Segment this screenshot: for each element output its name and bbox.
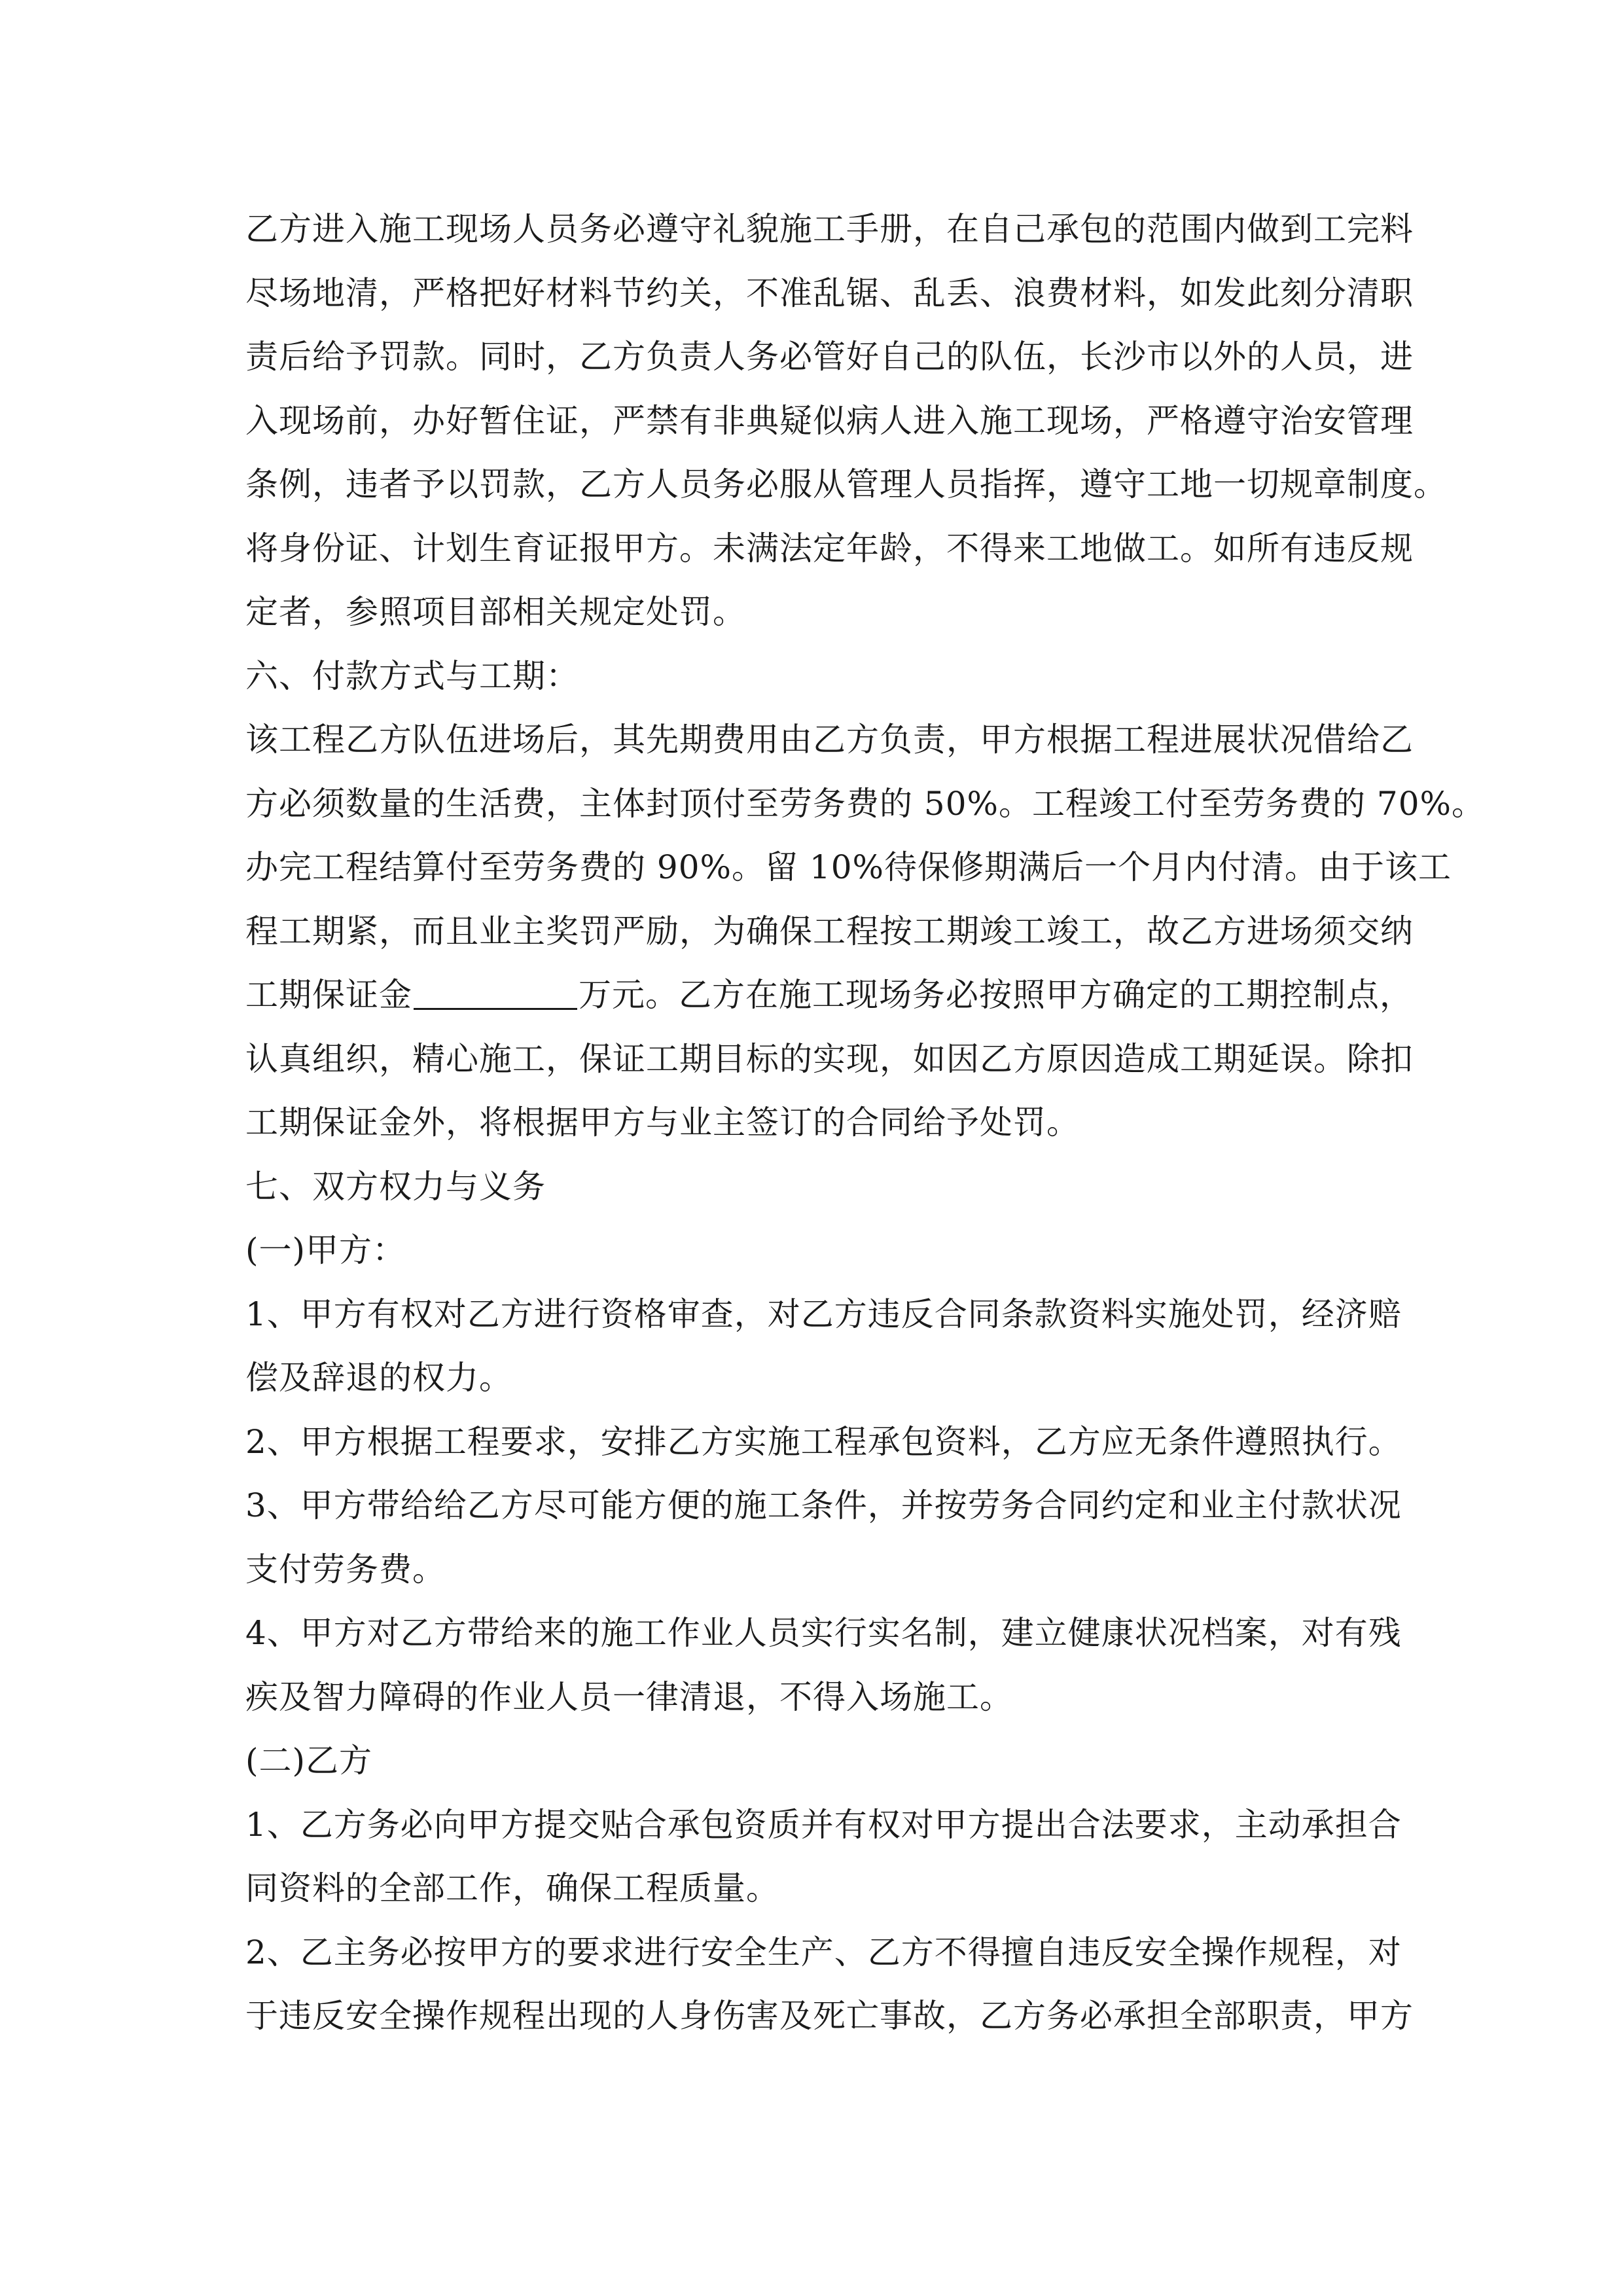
- text-line: 程工期紧，而且业主奖罚严励，为确保工程按工期竣工竣工，故乙方进场须交纳: [245, 912, 1414, 950]
- subsection-heading: (一)甲方：: [245, 1231, 406, 1269]
- section-heading: 六、付款方式与工期：: [245, 656, 579, 695]
- text-line: 定者，参照项目部相关规定处罚。: [245, 593, 746, 631]
- text-line: 该工程乙方队伍进场后，其先期费用由乙方负责，甲方根据工程进展状况借给乙: [245, 721, 1414, 759]
- blank-before-text: 工期保证金: [245, 976, 412, 1014]
- subsection-heading: (二)乙方: [245, 1742, 373, 1780]
- text-line: 认真组织，精心施工，保证工期目标的实现，如因乙方原因造成工期延误。除扣: [245, 1039, 1414, 1078]
- text-line: 条例，违者予以罚款，乙方人员务必服从管理人员指挥，遵守工地一切规章制度。: [245, 465, 1447, 503]
- document-body: [245, 198, 1486, 2049]
- text-line: 办完工程结算付至劳务费的 90%。留 10%待保修期满后一个月内付清。由于该工: [245, 848, 1452, 886]
- text-line: 工期保证金外，将根据甲方与业主签订的合同给予处罚。: [245, 1103, 1080, 1141]
- blank-after-text: 万元。乙方在施工现场务必按照甲方确定的工期控制点，: [579, 976, 1413, 1014]
- text-line: 入现场前，办好暂住证，严禁有非典疑似病人进入施工现场，严格遵守治安管理: [245, 401, 1414, 440]
- text-line: 将身份证、计划生育证报甲方。未满法定年龄，不得来工地做工。如所有违反规: [245, 529, 1414, 567]
- text-line: 同资料的全部工作，确保工程质量。: [245, 1869, 779, 1907]
- text-line: 尽场地清，严格把好材料节约关，不准乱锯、乱丢、浪费材料，如发此刻分清职: [245, 274, 1414, 312]
- text-line: 乙方进入施工现场人员务必遵守礼貌施工手册，在自己承包的范围内做到工完料: [245, 210, 1414, 248]
- text-line: 1、乙方务必向甲方提交贴合承包资质并有权对甲方提出合法要求，主动承担合: [245, 1805, 1402, 1844]
- text-line-with-blank: [245, 963, 1413, 1028]
- text-line: 支付劳务费。: [245, 1550, 446, 1588]
- text-line: 于违反安全操作规程出现的人身伤害及死亡事故，乙方务必承担全部职责，甲方: [245, 1997, 1414, 2035]
- section-heading: 七、双方权力与义务: [245, 1167, 546, 1206]
- text-line: 疾及智力障碍的作业人员一律清退，不得入场施工。: [245, 1677, 1013, 1716]
- text-line: 3、甲方带给给乙方尽可能方便的施工条件，并按劳务合同约定和业主付款状况: [245, 1486, 1402, 1524]
- text-line: 4、甲方对乙方带给来的施工作业人员实行实名制，建立健康状况档案，对有残: [245, 1614, 1402, 1652]
- text-line: 偿及辞退的权力。: [245, 1359, 512, 1397]
- text-line: 1、甲方有权对乙方进行资格审查，对乙方违反合同条款资料实施处罚，经济赔: [245, 1295, 1402, 1333]
- text-line: 2、甲方根据工程要求，安排乙方实施工程承包资料，乙方应无条件遵照执行。: [245, 1422, 1402, 1461]
- text-line: 责后给予罚款。同时，乙方负责人务必管好自己的队伍，长沙市以外的人员，进: [245, 338, 1414, 376]
- fill-in-blank: [414, 1007, 577, 1010]
- text-line: 方必须数量的生活费，主体封顶付至劳务费的 50%。工程竣工付至劳务费的 70%。: [245, 784, 1486, 823]
- text-line: 2、乙主务必按甲方的要求进行安全生产、乙方不得擅自违反安全操作规程，对: [245, 1933, 1402, 1971]
